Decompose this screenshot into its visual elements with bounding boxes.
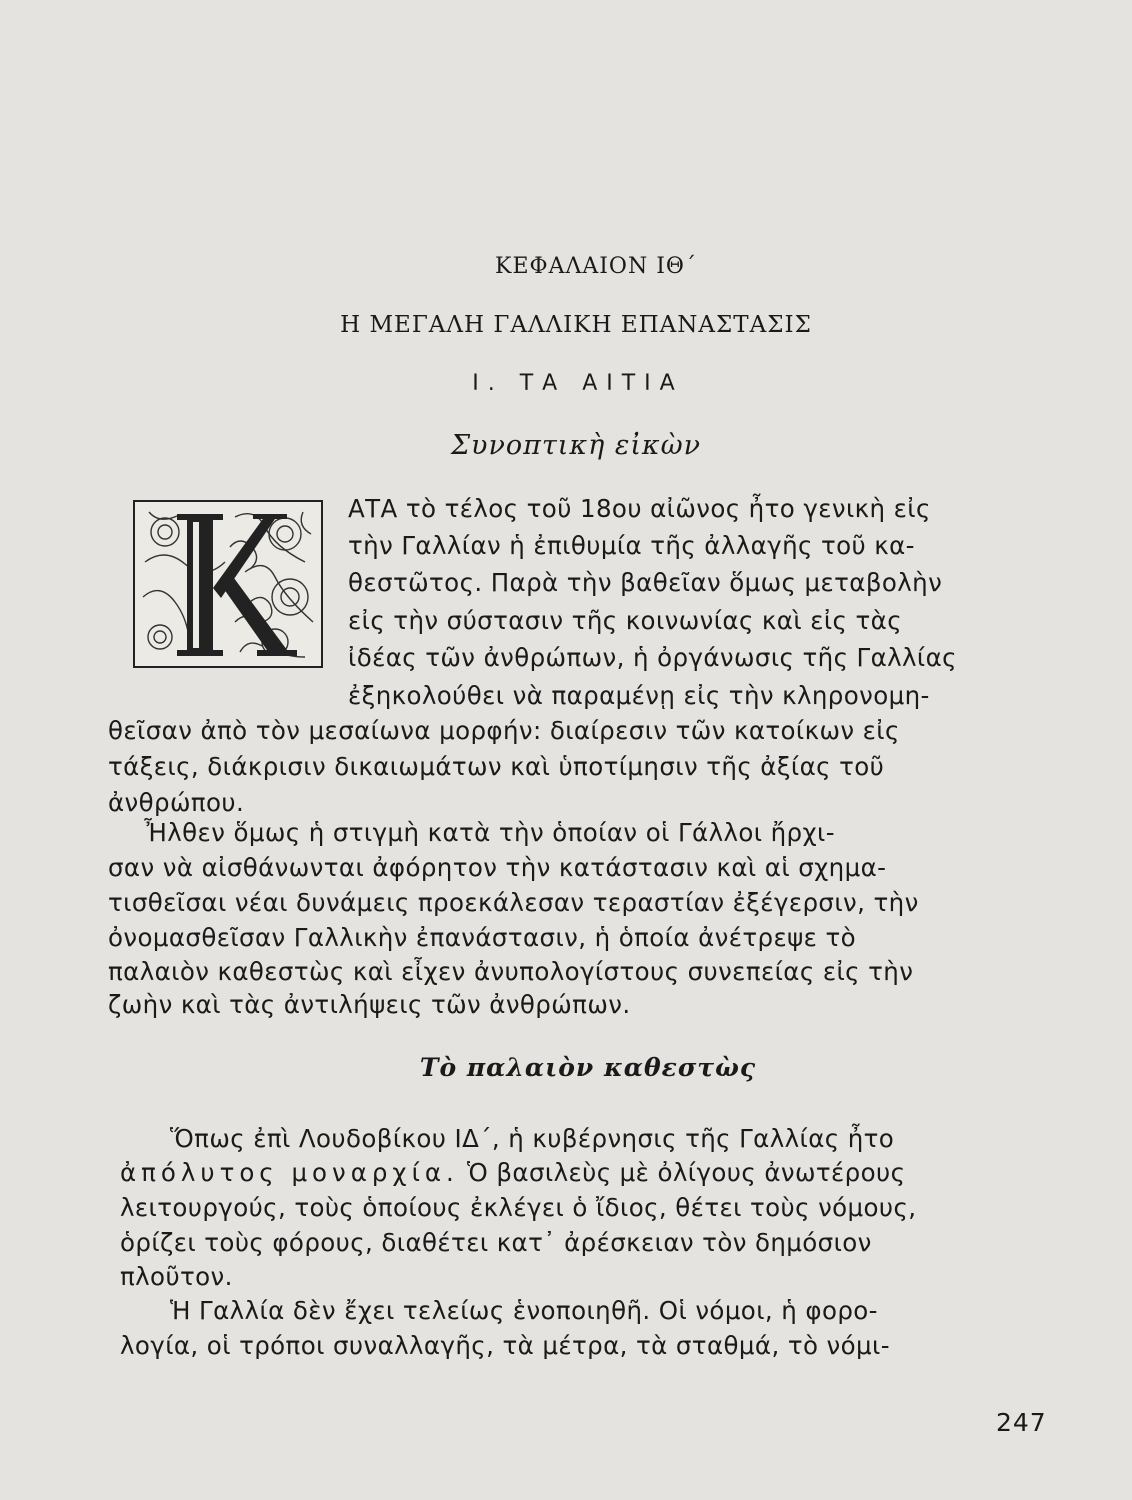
paragraph-3-line-5: πλοῦτον. xyxy=(120,1262,233,1291)
paragraph-3-line-4: ὁρίζει τοὺς φόρους, διαθέτει κατ᾽ ἀρέσκειαν τὸν δημόσιον xyxy=(120,1228,872,1257)
drop-cap xyxy=(133,500,323,668)
chapter-title: Η ΜΕΓΑΛΗ ΓΑΛΛΙΚΗ ΕΠΑΝΑΣΤΑΣΙΣ xyxy=(340,312,812,338)
paragraph-4-line-2: λογία, οἱ τρόποι συναλλαγῆς, τὰ μέτρα, τὰ σταθμά, τὸ νόμι- xyxy=(120,1331,890,1360)
ornament-pattern-icon xyxy=(135,502,321,666)
subheading-synoptic: Συνοπτικὴ εἰκὼν xyxy=(450,430,702,461)
page-number: 247 xyxy=(996,1408,1047,1437)
paragraph-1-line-5: ἰδέας τῶν ἀνθρώπων, ἡ ὀργάνωσις τῆς Γαλλίας xyxy=(348,643,957,672)
paragraph-1-line-2: τὴν Γαλλίαν ἡ ἐπιθυμία τῆς ἀλλαγῆς τοῦ κα- xyxy=(348,531,915,560)
paragraph-2-line-1: Ἦλθεν ὅμως ἡ στιγμὴ κατὰ τὴν ὁποίαν οἱ Γάλλοι ἤρχι- xyxy=(144,818,835,847)
paragraph-4-line-1: Ἡ Γαλλία δὲν ἔχει τελείως ἑνοποιηθῆ. Οἱ νόμοι, ἡ φορο- xyxy=(170,1296,878,1325)
paragraph-2-line-4: ὀνομασθεῖσαν Γαλλικὴν ἐπανάστασιν, ἡ ὁποία ἀνέτρεψε τὸ xyxy=(108,923,857,952)
paragraph-1-line-1: ΑΤΑ τὸ τέλος τοῦ 18ου αἰῶνος ἦτο γενικὴ εἰς xyxy=(348,494,931,523)
section-heading: Ι. ΤΑ ΑΙΤΙΑ xyxy=(472,371,684,396)
paragraph-1-line-6: ἐξηκολούθει νὰ παραμένῃ εἰς τὴν κληρονομη- xyxy=(348,681,930,710)
chapter-heading: ΚΕΦΑΛΑΙΟΝ ΙΘ΄ xyxy=(495,254,697,279)
paragraph-2-line-5: παλαιὸν καθεστὼς καὶ εἶχεν ἀνυπολογίστους συνεπείας εἰς τὴν xyxy=(108,957,914,986)
paragraph-1-line-9: ἀνθρώπου. xyxy=(108,788,245,817)
paragraph-1-line-7: θεῖσαν ἀπὸ τὸν μεσαίωνα μορφήν: διαίρεσιν τῶν κατοίκων εἰς xyxy=(108,716,900,745)
paragraph-3-line-3: λειτουργούς, τοὺς ὁποίους ἐκλέγει ὁ ἴδιος, θέτει τοὺς νόμους, xyxy=(120,1193,917,1222)
emphasized-phrase: ἀπόλυτος μοναρχία. xyxy=(120,1158,459,1187)
paragraph-3-line-2 xyxy=(120,1158,905,1188)
paragraph-2-line-6: ζωὴν καὶ τὰς ἀντιλήψεις τῶν ἀνθρώπων. xyxy=(108,990,631,1019)
paragraph-1-line-8: τάξεις, διάκρισιν δικαιωμάτων καὶ ὑποτίμησιν τῆς ἀξίας τοῦ xyxy=(108,752,885,781)
paragraph-2-line-3: τισθεῖσαι νέαι δυνάμεις προεκάλεσαν τεραστίαν ἐξέγερσιν, τὴν xyxy=(108,888,919,917)
paragraph-1-line-3: θεστῶτος. Παρὰ τὴν βαθεῖαν ὅμως μεταβολὴν xyxy=(348,568,943,597)
paragraph-1-line-4: εἰς τὴν σύστασιν τῆς κοινωνίας καὶ εἰς τὰς xyxy=(348,606,902,635)
subheading-old-regime: Τὸ παλαιὸν καθεστὼς xyxy=(419,1053,757,1082)
paragraph-2-line-2: σαν νὰ αἰσθάνωνται ἀφόρητον τὴν κατάστασιν καὶ αἱ σχημα- xyxy=(108,853,887,882)
paragraph-3-line-1: Ὅπως ἐπὶ Λουδοβίκου ΙΔ΄, ἡ κυβέρνησις τῆς Γαλλίας ἦτο xyxy=(170,1124,895,1153)
paragraph-3-line-2-rest: Ὁ βασιλεὺς μὲ ὀλίγους ἀνωτέρους xyxy=(467,1158,906,1187)
